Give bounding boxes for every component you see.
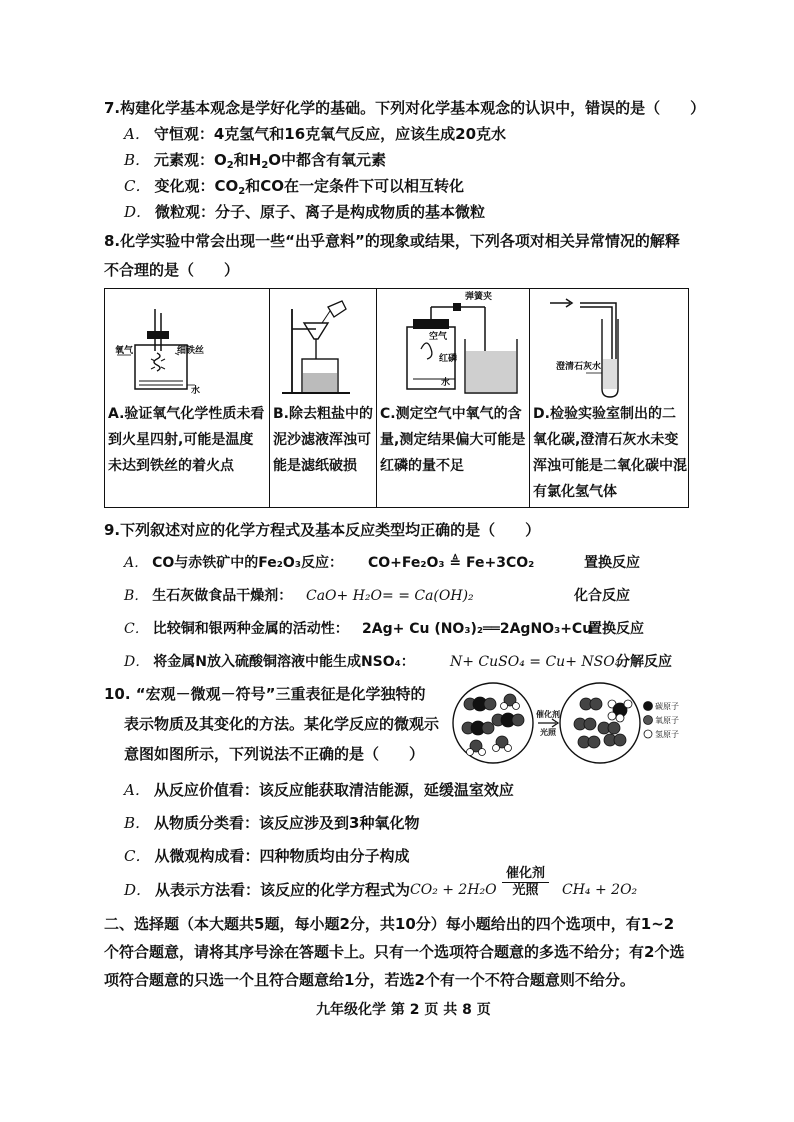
- q10-stem-line2: 表示物质及其变化的方法。某化学反应的微观示: [124, 715, 440, 733]
- option-text-part: 变化观：CO: [154, 177, 239, 195]
- q7-stem: 7.构建化学基本观念是学好化学的基础。下列对化学基本观念的认识中，错误的是（ ）: [104, 99, 706, 117]
- legend-oxygen: 氧原子: [655, 716, 679, 725]
- option-text: 微粒观：分子、原子、离子是构成物质的基本微粒: [155, 203, 486, 221]
- option-desc: 将金属N放入硫酸铜溶液中能生成NSO₄：: [153, 654, 415, 670]
- subscript: 2: [238, 186, 246, 197]
- q9-type-b: 化合反应: [574, 588, 630, 604]
- subscript: 2: [226, 160, 234, 171]
- option-letter: D．: [124, 203, 152, 221]
- option-text: 从微观构成看：四种物质均由分子构成: [154, 847, 410, 865]
- label-water: 水: [191, 386, 201, 396]
- q10-equation-right: CH₄ + 2O₂: [562, 882, 638, 898]
- condition-catalyst: 催化剂: [502, 866, 549, 883]
- label-clamp: 弹簧夹: [465, 292, 493, 302]
- q8-cell-d: [530, 289, 690, 507]
- reaction-micro-diagram: [450, 680, 690, 766]
- subscript: 2: [261, 160, 269, 171]
- q10-option-c: [124, 846, 410, 866]
- option-letter: B．: [124, 588, 149, 604]
- q8-caption-c: C.测定空气中氧气的含量,测定结果偏大可能是红磷的量不足: [380, 406, 526, 474]
- option-letter: A．: [124, 781, 150, 799]
- option-desc: 生石灰做食品干燥剂：: [152, 588, 293, 604]
- option-text-part: 和CO在一定条件下可以相互转化: [245, 177, 464, 195]
- q9-equation-c: 2Ag+ Cu (NO₃)₂══2AgNO₃+Cu: [362, 621, 593, 637]
- q10-equation-left: CO₂ + 2H₂O: [410, 882, 497, 898]
- limewater-text: 澄清石灰水: [556, 362, 602, 372]
- q8-caption-b: B.除去粗盐中的泥沙滤液浑浊可能是滤纸破损: [273, 406, 373, 474]
- arrow-light-label: 光照: [540, 728, 556, 737]
- option-letter: D．: [124, 654, 150, 670]
- option-letter: B．: [124, 814, 151, 832]
- q9-option-c: [124, 619, 349, 639]
- label-red-phosphorus: 红磷: [439, 354, 458, 364]
- option-text-part: O中都含有氧元素: [268, 151, 387, 169]
- option-letter: A．: [124, 555, 149, 571]
- iron-combustion-diagram: [105, 289, 267, 399]
- section2-line3: 项符合题意的只选一个且符合题意给1分，若选2个有一个不符合题意则不给分。: [104, 971, 635, 989]
- option-text: 从物质分类看：该反应涉及到3种氧化物: [154, 814, 420, 832]
- label-limewater: [556, 360, 601, 372]
- q7-option-a: [124, 124, 506, 144]
- q9-type-c: 置换反应: [588, 621, 644, 637]
- q8-caption-d: D.检验实验室制出的二氧化碳,澄清石灰水未变浑浊可能是二氧化碳中混有氯化氢气体: [533, 406, 687, 500]
- q9-equation-a: CO+Fe₂O₃ ≜ Fe+3CO₂: [368, 555, 535, 571]
- q8-cell-b: [270, 289, 377, 507]
- arrow-catalyst-label: 催化剂: [536, 710, 560, 719]
- q10-stem-line1: 10. “宏观－微观－符号”三重表征是化学独特的: [104, 685, 426, 703]
- q7-option-c: [124, 176, 464, 196]
- q10-reaction-condition: [502, 866, 549, 905]
- q9-type-d: 分解反应: [616, 654, 672, 670]
- option-letter: C．: [124, 847, 151, 865]
- q10-stem-line3: 意图如图所示，下列说法不正确的是（ ）: [124, 745, 425, 763]
- option-text: 从表示方法看：该反应的化学方程式为: [155, 881, 411, 899]
- q8-experiment-table: [104, 288, 689, 508]
- q7-option-b: [124, 150, 386, 170]
- page-footer: 九年级化学 第 2 页 共 8 页: [316, 1002, 491, 1018]
- label-iron-wire: 细铁丝: [177, 346, 205, 356]
- q9-equation-b: CaO+ H₂O= = Ca(OH)₂: [306, 588, 474, 604]
- limewater-test-diagram: [530, 289, 688, 399]
- option-letter: A．: [124, 125, 150, 143]
- option-text-part: 和H: [233, 151, 262, 169]
- q8-caption-a: A.验证氧气化学性质未看到火星四射,可能是温度未达到铁丝的着火点: [108, 406, 265, 474]
- q9-option-a: [124, 553, 343, 573]
- q10-option-d: [124, 880, 410, 900]
- legend-hydrogen: 氢原子: [655, 730, 679, 739]
- q9-option-b: [124, 586, 292, 606]
- q7-option-d: [124, 202, 485, 222]
- condition-light: 光照: [512, 883, 539, 898]
- oxygen-content-diagram: [377, 289, 527, 399]
- q10-option-b: [124, 813, 419, 833]
- q9-option-d: [124, 652, 415, 672]
- option-text: 从反应价值看：该反应能获取清洁能源，延缓温室效应: [153, 781, 514, 799]
- q8-stem-line2: 不合理的是（ ）: [104, 261, 240, 279]
- section2-line1: 二、选择题（本大题共5题，每小题2分，共10分）每小题给出的四个选项中，有1~2: [104, 915, 675, 933]
- q10-option-a: [124, 780, 514, 800]
- option-letter: B．: [124, 151, 151, 169]
- section2-line2: 个符合题意，请将其序号涂在答题卡上。只有一个选项符合题意的多选不给分；有2个选: [104, 943, 685, 961]
- q9-equation-d: N+ CuSO₄ = Cu+ NSO₄: [450, 654, 621, 670]
- q8-stem-line1: 8.化学实验中常会出现一些“出乎意料”的现象或结果，下列各项对相关异常情况的解释: [104, 232, 680, 250]
- label-air: 空气: [429, 332, 448, 342]
- option-letter: C．: [124, 177, 151, 195]
- q8-cell-a: [105, 289, 270, 507]
- option-letter: C．: [124, 621, 149, 637]
- option-letter: D．: [124, 881, 152, 899]
- option-text: 守恒观：4克氢气和16克氧气反应，应该生成20克水: [153, 125, 507, 143]
- option-desc: CO与赤铁矿中的Fe₂O₃反应：: [152, 555, 343, 571]
- option-text-part: 元素观：O: [154, 151, 227, 169]
- option-desc: 比较铜和银两种金属的活动性：: [152, 621, 349, 637]
- filtration-diagram: [270, 289, 375, 399]
- label-water-2: 水: [441, 378, 451, 388]
- legend-carbon: 碳原子: [655, 702, 679, 711]
- q8-cell-c: [377, 289, 530, 507]
- label-oxygen: 氧气: [115, 346, 134, 356]
- q9-stem: 9.下列叙述对应的化学方程式及基本反应类型均正确的是（ ）: [104, 521, 541, 539]
- q9-type-a: 置换反应: [584, 555, 640, 571]
